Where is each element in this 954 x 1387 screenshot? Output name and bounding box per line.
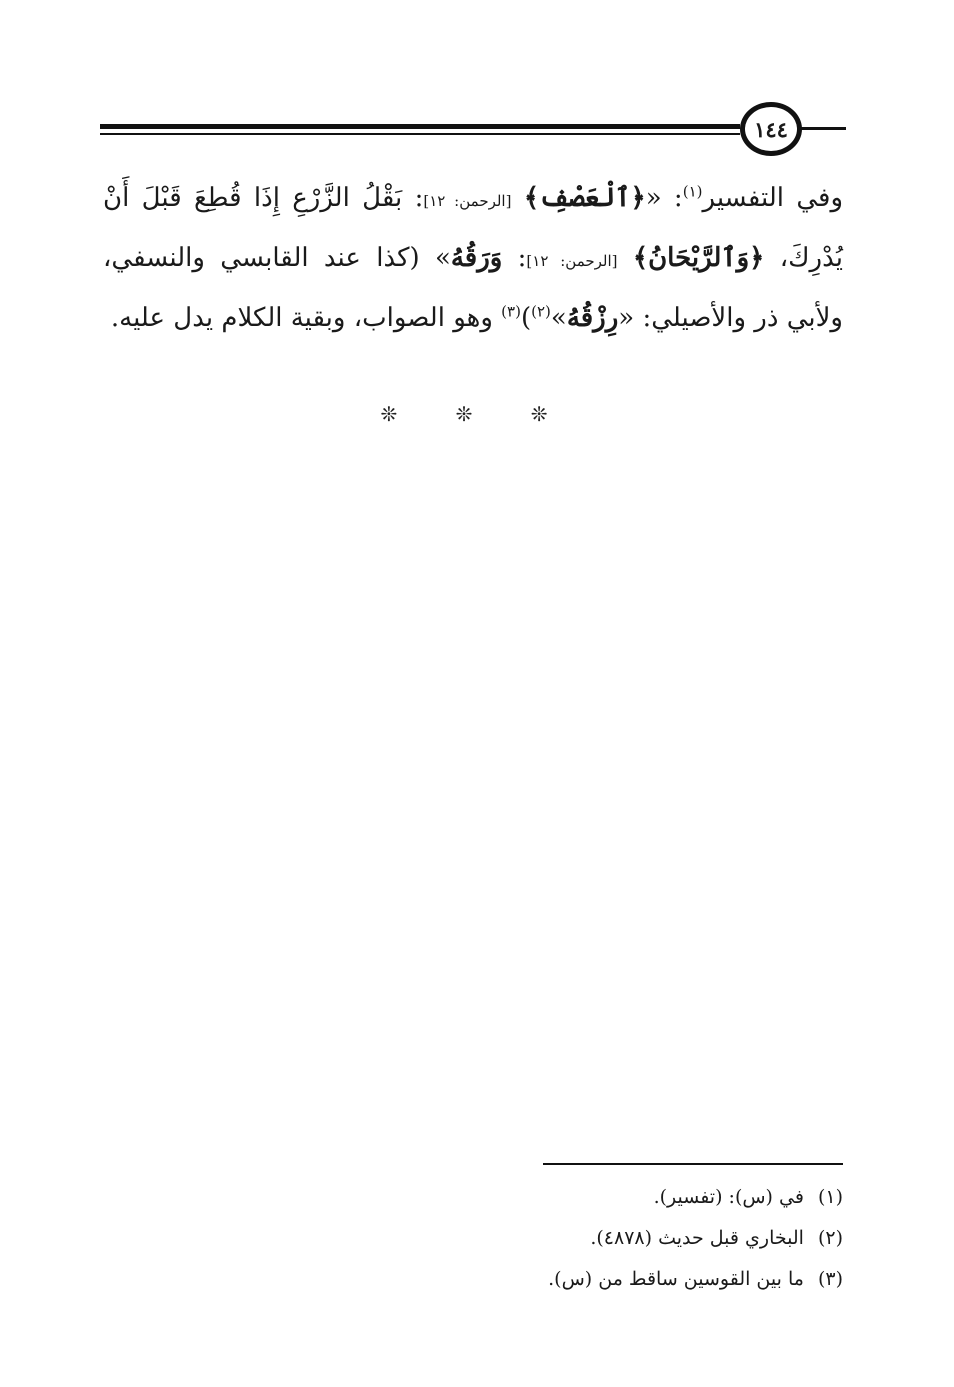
page-header [100, 98, 846, 162]
quran-quote-1: ﴿ٱلْعَصْفِ﴾ [523, 183, 646, 213]
footnote-item [440, 1177, 843, 1218]
text-segment: : [502, 243, 527, 273]
footnotes [440, 1177, 843, 1300]
footnote-rule [543, 1163, 843, 1165]
quran-reference-1: [الرحمن: ١٢] [423, 192, 512, 210]
text-segment: وهو الصواب، وبقية الكلام يدل عليه. [110, 303, 502, 333]
header-rule-right [800, 127, 846, 130]
text-segment: وفي التفسير [702, 183, 844, 213]
page-number: ١٤٤ [754, 116, 788, 142]
quran-reference-2: [الرحمن: ١٢] [526, 252, 618, 270]
text-segment: : بَقْلُ الزَّرْعِ إِذَا قُطِعَ قَبْلَ أَنْ يُدْرِكَ، [103, 183, 843, 273]
footnote-text: في (س): (تفسير). [653, 1186, 804, 1208]
header-rule-thin [100, 133, 740, 135]
text-segment: » (كذا عند القابسي والنسفي، ولأبي ذر والأصيلي: « [103, 243, 843, 333]
footnote-item [440, 1218, 843, 1259]
footnote-number: (١) [817, 1186, 843, 1208]
footnote-number: (٢) [817, 1227, 843, 1249]
header-rule-thick [100, 124, 740, 129]
section-separator: ❊ ❊ ❊ [380, 402, 574, 426]
text-segment: ) [520, 303, 532, 333]
highlight-word-2: رِزْقُهُ [566, 303, 619, 333]
quran-quote-2: ﴿وَٱلرَّيْحَانُ﴾ [632, 243, 765, 273]
footnote-item [440, 1259, 843, 1300]
highlight-word-1: وَرَقُهُ [450, 243, 503, 273]
text-segment: » [550, 303, 567, 333]
footnote-marker-2: (٢) [531, 302, 551, 321]
footnote-number: (٣) [817, 1268, 843, 1290]
page-number-badge [740, 102, 802, 156]
footnote-marker-1: (١) [682, 182, 703, 201]
text-segment: : « [645, 183, 683, 213]
footnote-text: البخاري قبل حديث (٤٨٧٨). [590, 1227, 804, 1249]
footnote-marker-3: (٣) [501, 302, 521, 321]
footnote-text: ما بين القوسين ساقط من (س). [548, 1268, 804, 1290]
main-paragraph [103, 170, 843, 347]
